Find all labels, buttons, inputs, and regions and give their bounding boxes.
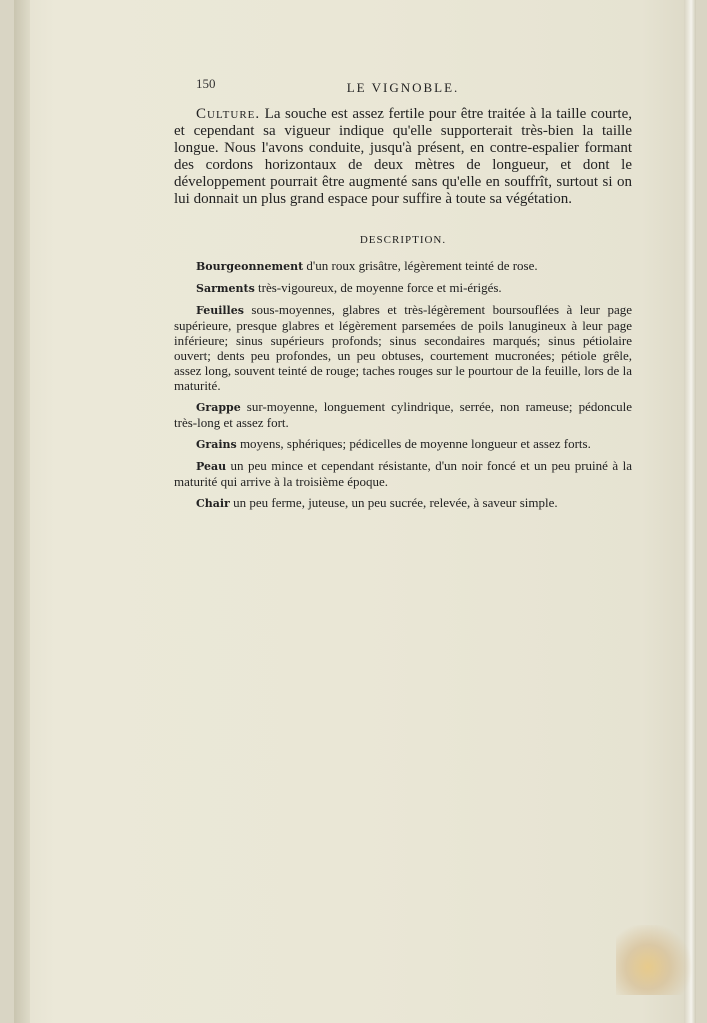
entry-term: Feuilles [196,304,244,317]
entry-list [174,258,632,511]
entry-term: Chair [196,497,230,510]
entry-feuilles [174,302,632,393]
entry-text: sur-moyenne, longuement cylindrique, serrée, non rameuse; pédoncule très-long et assez fort. [174,399,632,430]
paper-stain [616,925,696,995]
book-page [14,0,696,1023]
entry-peau [174,458,632,489]
entry-text: d'un roux grisâtre, légèrement teinté de rose. [303,258,538,273]
entry-term: Sarments [196,282,255,295]
running-head: LE VIGNOBLE. [346,80,460,95]
entry-grappe [174,399,632,430]
page-edge [684,0,696,1023]
entry-text: sous-moyennes, glabres et très-légèrement boursouflées à leur page supérieure, presque glabres et légèrement parsemées de poils lanugineux à leur page inférieure; sinus supérieurs profonds; sinus secondaires marqués; sinus pétiolaire ouvert; dents peu profondes, un peu obtuses, courtement mucronées; pétiole grêle, assez long, souvent teinté de rouge; taches rouges sur le pourtour de la feuille, lors de la maturité. [174,302,632,393]
entry-term: Grains [196,438,237,451]
entry-text: un peu mince et cependant résistante, d'un noir foncé et un peu pruiné à la maturité qui arrive à la troisième époque. [174,458,632,489]
intro-lead: Culture. [196,106,261,122]
entry-term: Peau [196,460,227,473]
entry-bourgeonnement [174,258,632,274]
intro-text: La souche est assez fertile pour être traitée à la taille courte, et cependant sa vigueur indique qu'elle supporterait très-bien la taille longue. Nous l'avons conduite, jusqu'à présent, en contre-espalier formant des cordons horizontaux de deux mètres de longueur, et dont le développement pourrait être augmenté sans qu'elle en souffrît, surtout si on lui donnait un plus grand espace pour suffire à toute sa végétation. [174,106,632,207]
text-block [174,70,632,517]
entry-sarments [174,280,632,296]
section-heading: DESCRIPTION. [359,234,447,246]
entry-text: un peu ferme, juteuse, un peu sucrée, relevée, à saveur simple. [229,495,558,510]
entry-term: Bourgeonnement [196,260,304,273]
page-number: 150 [196,76,216,91]
entry-text: moyens, sphériques; pédicelles de moyenne longueur et assez forts. [236,436,591,451]
entry-text: très-vigoureux, de moyenne force et mi-érigés. [254,280,502,295]
entry-term: Grappe [196,401,241,414]
entry-grains [174,436,632,452]
intro-paragraph [174,106,632,208]
page-gutter [14,0,30,1023]
entry-chair [174,495,632,511]
